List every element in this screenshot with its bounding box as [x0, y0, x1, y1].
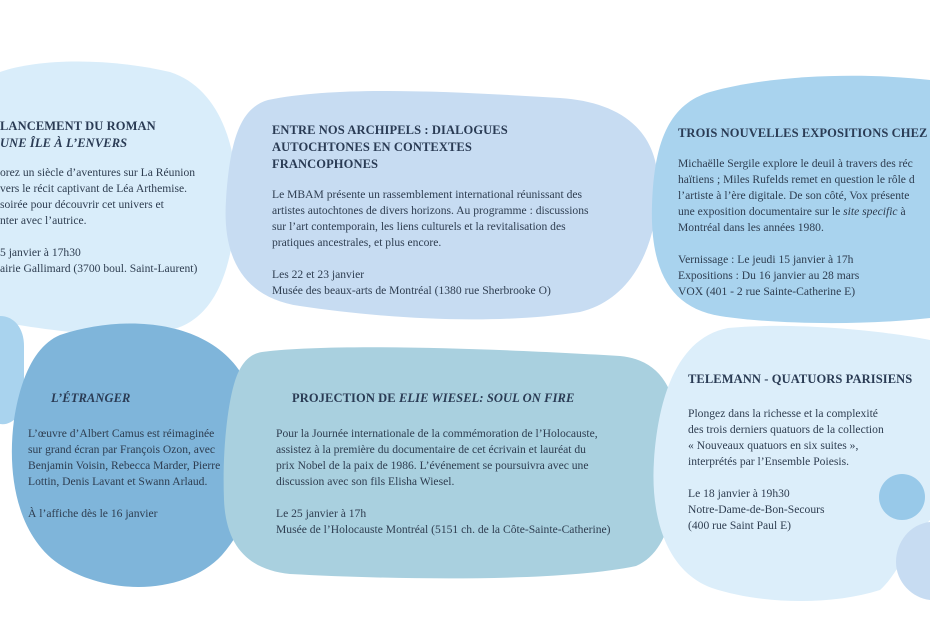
roman-desc-line: nter avec l’autrice. [0, 214, 87, 227]
archipels-desc-line: artistes autochtones de divers horizons. Au programme : discussions [272, 204, 589, 217]
expos-place: VOX (401 - 2 rue Sainte-Catherine E) [678, 285, 856, 298]
roman-desc-line: orez un siècle d’aventures sur La Réunion [0, 166, 196, 179]
archipels-place: Musée des beaux-arts de Montréal (1380 rue Sherbrooke O) [272, 284, 551, 297]
roman-title: LANCEMENT DU ROMAN [0, 119, 156, 133]
expos-line4-em: site specific [843, 205, 898, 218]
wiesel-desc-line: prix Nobel de la paix de 1986. L’événement se poursuivra avec une [276, 459, 589, 472]
card-wiesel [276, 390, 656, 538]
etranger-desc-line: L’œuvre d’Albert Camus est réimaginée [28, 427, 215, 440]
telemann-desc-line: « Nouveaux quatuors en six suites », [688, 439, 859, 452]
telemann-title: TELEMANN - QUATUORS PARISIENS [688, 372, 913, 386]
etranger-title: L’ÉTRANGER [51, 391, 131, 405]
archipels-title-line: AUTOCHTONES EN CONTEXTES [272, 140, 472, 154]
card-archipels [272, 122, 642, 299]
etranger-date: À l’affiche dès le 16 janvier [28, 507, 158, 520]
telemann-desc-line: Plongez dans la richesse et la complexité [688, 407, 878, 420]
expos-desc-line: l’artiste à l’ère digitale. De son côté, Vox présente [678, 189, 910, 202]
telemann-date: Le 18 janvier à 19h30 [688, 487, 790, 500]
expos-desc-line [678, 204, 930, 220]
etranger-desc-line: Benjamin Voisin, Rebecca Marder, Pierre [28, 459, 221, 472]
wiesel-desc-line: discussion avec son fils Elisha Wiesel. [276, 475, 455, 488]
expos-title: TROIS NOUVELLES EXPOSITIONS CHEZ [678, 126, 928, 140]
telemann-venue: Notre-Dame-de-Bon-Secours [688, 503, 825, 516]
archipels-title-line: FRANCOPHONES [272, 157, 379, 171]
roman-book-title: UNE ÎLE À L’ENVERS [0, 136, 128, 150]
expos-desc-line: Michaëlle Sergile explore le deuil à travers des réc [678, 157, 913, 170]
etranger-desc-line: sur grand écran par François Ozon, avec [28, 443, 216, 456]
wiesel-desc-line: Pour la Journée internationale de la commémoration de l’Holocauste, [276, 427, 598, 440]
etranger-desc-line: Lottin, Denis Lavant et Swann Arlaud. [28, 475, 208, 488]
archipels-desc-line: sur l’art contemporain, les liens culturels et la revitalisation des [272, 220, 566, 233]
expos-line4-pre: une exposition documentaire sur le [678, 205, 844, 218]
roman-desc-line: vers le récit captivant de Léa Arthemise. [0, 182, 188, 195]
expos-line4-post: à [897, 205, 906, 218]
card-expos [678, 125, 930, 300]
telemann-desc-line: interprétés par l’Ensemble Poiesis. [688, 455, 849, 468]
archipels-title-line: ENTRE NOS ARCHIPELS : DIALOGUES [272, 123, 508, 137]
roman-date: 5 janvier à 17h30 [0, 246, 81, 259]
card-roman [0, 118, 230, 277]
wiesel-title-film: ELIE WIESEL: SOUL ON FIRE [398, 391, 575, 405]
wiesel-desc-line: assistez à la première du documentaire de cet écrivain et lauréat du [276, 443, 586, 456]
expos-vernissage: Vernissage : Le jeudi 15 janvier à 17h [678, 253, 854, 266]
expos-dates: Expositions : Du 16 janvier au 28 mars [678, 269, 860, 282]
telemann-desc-line: des trois derniers quatuors de la collection [688, 423, 884, 436]
wiesel-title-pre: PROJECTION DE [292, 391, 399, 405]
wiesel-place: Musée de l’Holocauste Montréal (5151 ch. de la Côte-Sainte-Catherine) [276, 523, 611, 536]
wiesel-date: Le 25 janvier à 17h [276, 507, 367, 520]
card-etranger [28, 390, 253, 522]
telemann-address: (400 rue Saint Paul E) [688, 519, 792, 532]
expos-desc-line: haïtiens ; Miles Rufelds remet en question le rôle d [678, 173, 915, 186]
archipels-desc-line: Le MBAM présente un rassemblement international réunissant des [272, 188, 583, 201]
card-telemann [688, 371, 928, 534]
roman-place: airie Gallimard (3700 boul. Saint-Laurent) [0, 262, 198, 275]
expos-desc-line: Montréal dans les années 1980. [678, 221, 824, 234]
wiesel-title [276, 390, 656, 407]
roman-desc-line: soirée pour découvrir cet univers et [0, 198, 164, 211]
archipels-desc-line: pratiques ancestrales, et plus encore. [272, 236, 442, 249]
archipels-date: Les 22 et 23 janvier [272, 268, 365, 281]
